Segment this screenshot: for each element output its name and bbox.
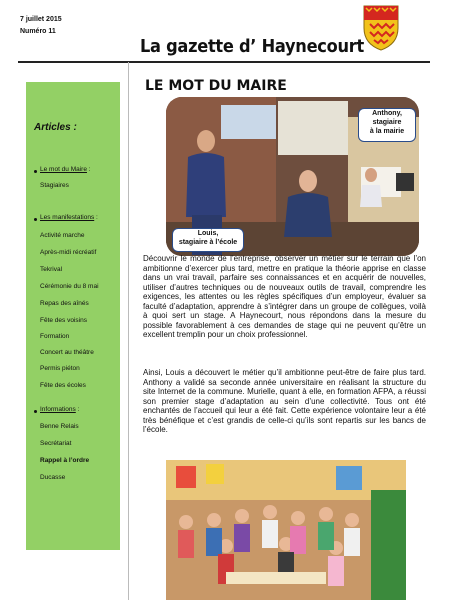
sidebar-item[interactable]: Ducasse	[40, 474, 66, 481]
caption-louis: Louis, stagiaire à l’école	[172, 228, 244, 252]
masthead-title: La gazette d’ Haynecourt	[140, 36, 364, 57]
sidebar-item[interactable]: Benne Relais	[40, 423, 79, 430]
bullet-icon	[34, 218, 37, 221]
sidebar-item[interactable]: Rappel à l’ordre	[40, 457, 90, 464]
bullet-icon	[34, 410, 37, 413]
sidebar-section-mot[interactable]: Le mot du Maire :	[40, 166, 91, 173]
issue-number: Numéro 11	[20, 28, 56, 35]
sidebar-title: Articles :	[34, 122, 77, 133]
sidebar-item[interactable]: Activité marche	[40, 232, 85, 239]
issue-date: 7 juillet 2015	[20, 16, 62, 23]
sidebar-item[interactable]: Fête des voisins	[40, 317, 87, 324]
header-rule	[18, 61, 430, 63]
sidebar-item[interactable]: Permis piéton	[40, 365, 80, 372]
children-group-photo	[166, 460, 406, 600]
article-heading: LE MOT DU MAIRE	[145, 78, 287, 94]
sidebar-item[interactable]: Secrétariat	[40, 440, 72, 447]
sidebar-item[interactable]: Formation	[40, 333, 70, 340]
sidebar-section-manifestations[interactable]: Les manifestations :	[40, 214, 98, 221]
sidebar-item[interactable]: Cérémonie du 8 mai	[40, 283, 99, 290]
sidebar-section-informations[interactable]: Informations :	[40, 406, 80, 413]
column-divider	[128, 62, 129, 600]
sidebar-item[interactable]: Fête des écoles	[40, 382, 86, 389]
sidebar-item[interactable]: Tekrival	[40, 266, 63, 273]
sidebar-item[interactable]: Repas des aînés	[40, 300, 89, 307]
bullet-icon	[34, 170, 37, 173]
sidebar-item[interactable]: Après-midi récréatif	[40, 249, 97, 256]
article-paragraph: Découvrir le monde de l’entreprise, observer un métier sur le terrain que l’on ambitionne d’exercer plus tard, mettre en pratique la théorie apprise en classe dans un vrai travail, parfaire ses connaissances et en acquérir de nouvelles, utiliser d’autres techniques ou de nouveaux outils de travail, comprendre les exigences, les attentes ou les règles spécifiques d’un employeur, évaluer sa faculté d’adaptation, apprendre à s’intégrer dans un groupe de collègues, voilà à quoi sert un stage. A Haynecourt, nous répondons dans la mesure du possible favorablement à ces demandes de stage qui ne peuvent qu’être un excellent tremplin pour un choix professionnel.	[143, 254, 426, 339]
article-paragraph: Ainsi, Louis a découvert le métier qu’il ambitionne peut-être de faire plus tard. Anthony a validé sa seconde année universitaire en réalisant la structure du site Internet de la commune. Murielle, quant à elle, en formation AFPA, a réussi son premier stage d’adaptation au sein d’une collectivité. Tous ont été enchantés de l’accueil qui leur a été fait. Cette expérience volontaire leur a été très bénéfique et c’est grandis de celle-ci qu’ils sont repartis sur les bancs de l’école.	[143, 368, 426, 434]
caption-anthony: Anthony, stagiaire à la mairie	[358, 108, 416, 142]
sidebar-item[interactable]: Stagiaires	[40, 182, 69, 189]
sidebar-item[interactable]: Concert au théâtre	[40, 349, 94, 356]
coat-of-arms-icon	[362, 4, 400, 52]
classroom-scene-illustration	[166, 460, 406, 600]
